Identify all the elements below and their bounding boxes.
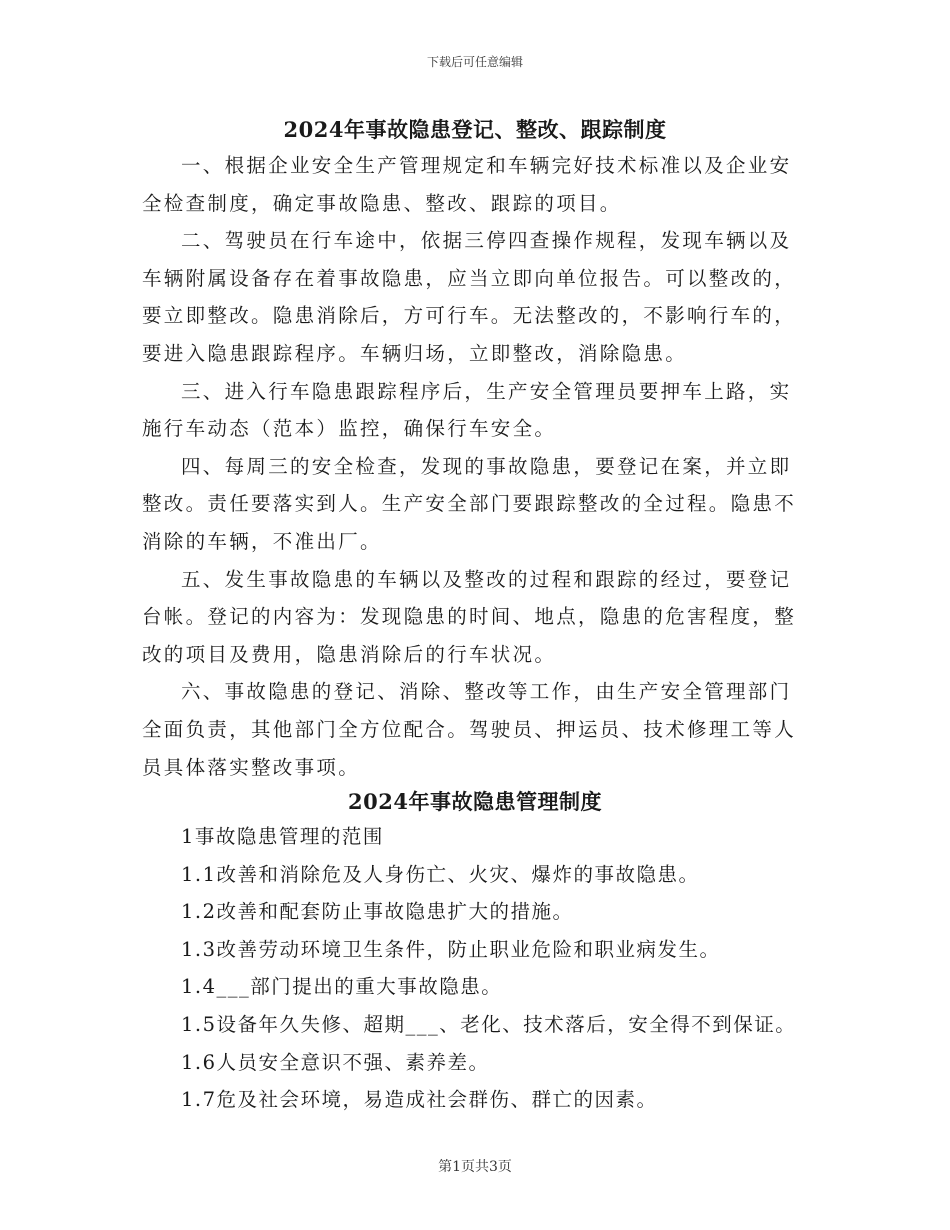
- header-note: 下载后可任意编辑: [426, 55, 523, 69]
- paragraph: 二、驾驶员在行车途中，依据三停四查操作规程，发现车辆以及车辆附属设备存在着事故隐患，应当立即向单位报告。可以整改的，要立即整改。隐患消除后，方可行车。无法整改的，不影响行车的，要进入隐患跟踪程序。车辆归场，立即整改，消除隐患。: [142, 229, 797, 365]
- paragraph: 四、每周三的安全检查，发现的事故隐患，要登记在案，并立即整改。责任要落实到人。生产安全部门要跟踪整改的全过程。隐患不消除的车辆，不准出厂。: [142, 454, 797, 553]
- list-item: 1.2改善和配套防止事故隐患扩大的措施。: [181, 900, 574, 924]
- paragraph: 三、进入行车隐患跟踪程序后，生产安全管理员要押车上路，实施行车动态（范本）监控，确保行车安全。: [142, 379, 792, 441]
- section2-body: [142, 818, 810, 1119]
- list-item: 1事故隐患管理的范围: [181, 825, 384, 848]
- section2-title: 2024年事故隐患管理制度: [348, 789, 602, 814]
- list-item: 1.6人员安全意识不强、素养差。: [181, 1050, 490, 1074]
- page-footer: 第1页共3页: [438, 1159, 512, 1175]
- section1-title: 2024年事故隐患登记、整改、跟踪制度: [283, 117, 667, 142]
- list-item: 1.4___部门提出的重大事故隐患。: [181, 975, 503, 999]
- list-item: 1.7危及社会环境，易造成社会群伤、群亡的因素。: [181, 1088, 658, 1112]
- paragraph: 一、根据企业安全生产管理规定和车辆完好技术标准以及企业安全检查制度，确定事故隐患、整改、跟踪的项目。: [142, 154, 792, 215]
- section1-body: [142, 147, 810, 786]
- list-item: 1.5设备年久失修、超期___、老化、技术落后，安全得不到保证。: [181, 1012, 797, 1036]
- paragraph: 六、事故隐患的登记、消除、整改等工作，由生产安全管理部门全面负责，其他部门全方位配合。驾驶员、押运员、技术修理工等人员具体落实整改事项。: [142, 680, 797, 779]
- paragraph: 五、发生事故隐患的车辆以及整改的过程和跟踪的经过，要登记台帐。登记的内容为：发现隐患的时间、地点，隐患的危害程度，整改的项目及费用，隐患消除后的行车状况。: [142, 567, 797, 666]
- list-item: 1.1改善和消除危及人身伤亡、火灾、爆炸的事故隐患。: [181, 862, 700, 886]
- list-item: 1.3改善劳动环境卫生条件，防止职业危险和职业病发生。: [181, 937, 721, 961]
